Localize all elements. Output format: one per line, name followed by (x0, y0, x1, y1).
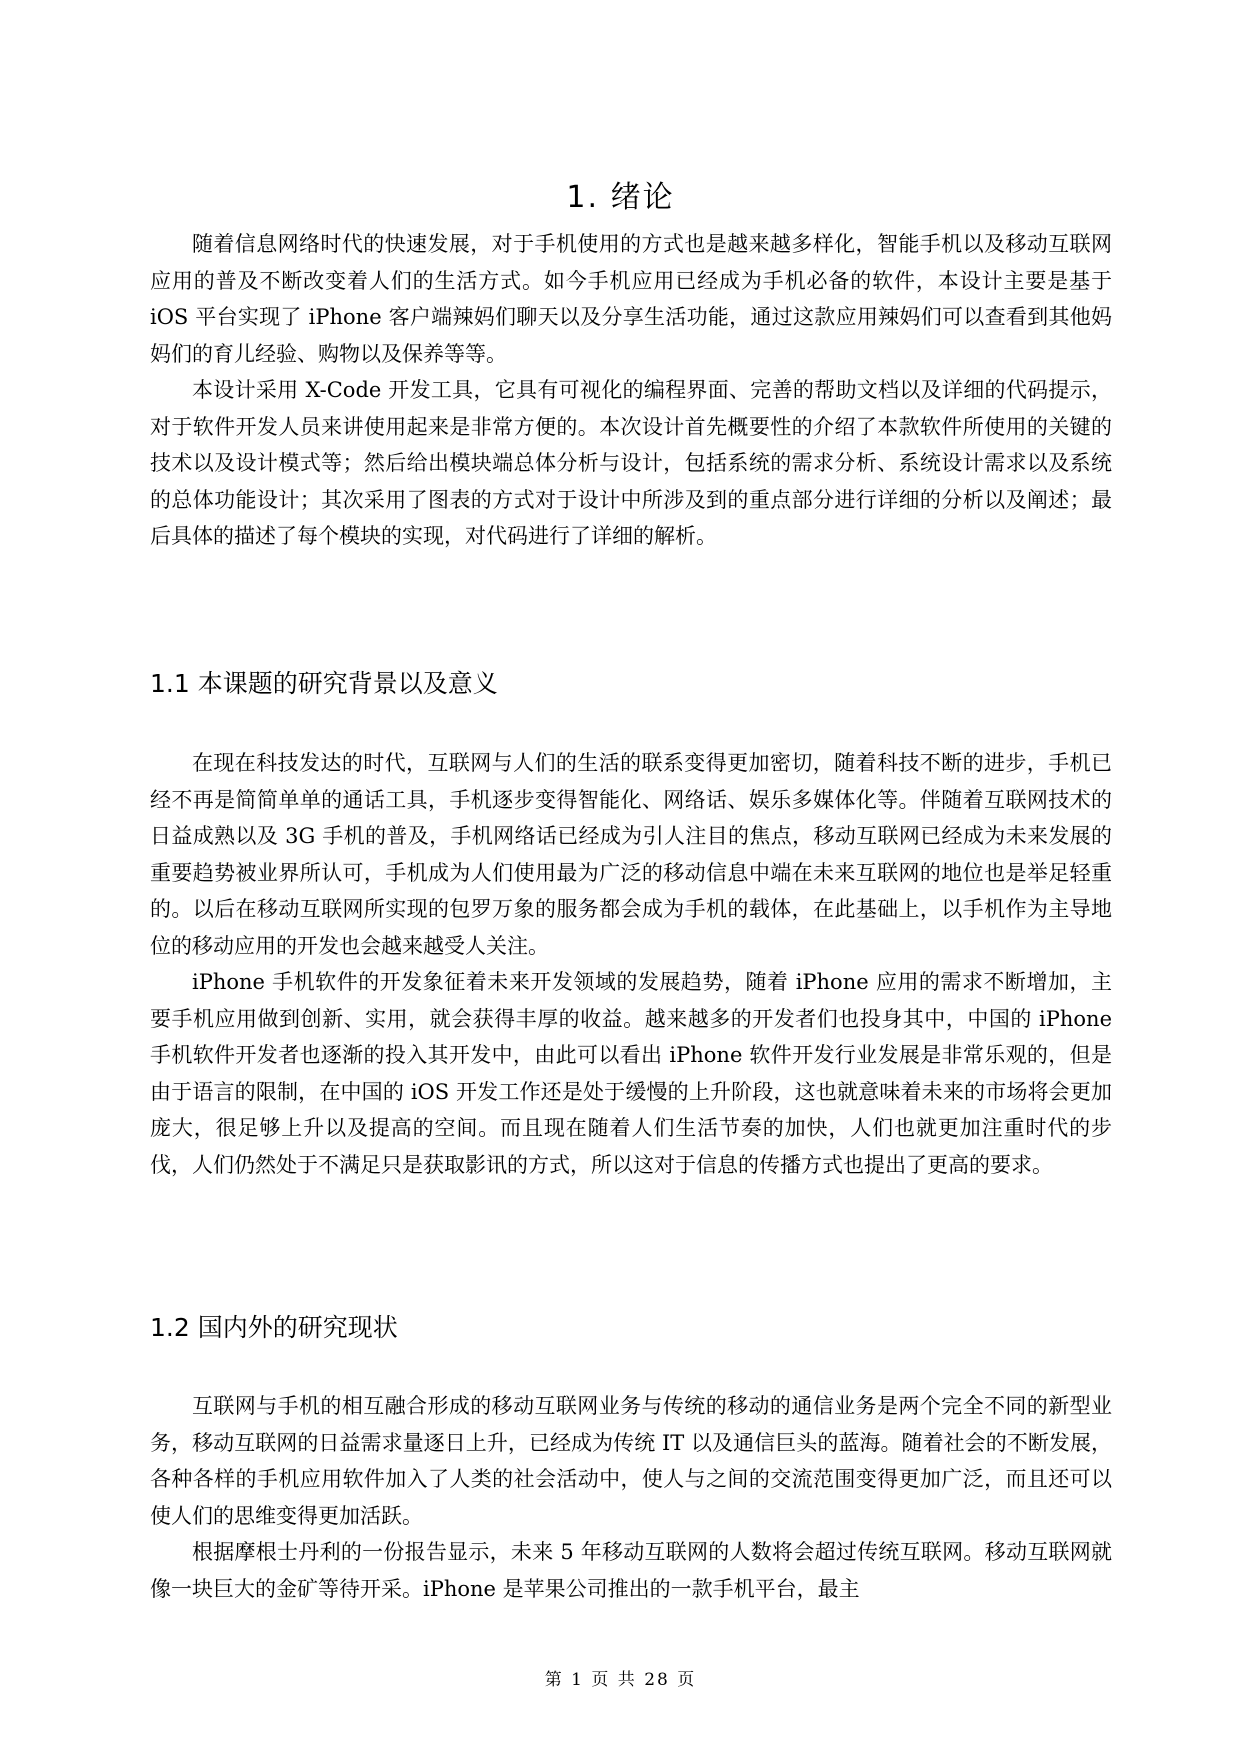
intro-section (150, 226, 1112, 555)
body-paragraph: 互联网与手机的相互融合形成的移动互联网业务与传统的移动的通信业务是两个完全不同的新型业务，移动互联网的日益需求量逐日上升，已经成为传统 IT 以及通信巨头的蓝海。随着社会的不断发展，各种各样的手机应用软件加入了人类的社会活动中，使人与之间的交流范围变得更加广泛，而且还可以使人们的思维变得更加活跃。 (150, 1394, 1112, 1528)
page-footer: 第 1 页 共 28 页 (544, 1670, 697, 1690)
section-1-2-body (150, 1388, 1112, 1607)
section-heading-1-2: 1.2 国内外的研究现状 (150, 1313, 398, 1342)
body-paragraph: 根据摩根士丹利的一份报告显示，未来 5 年移动互联网的人数将会超过传统互联网。移动互联网就像一块巨大的金矿等待开采。iPhone 是苹果公司推出的一款手机平台，最主 (150, 1540, 1112, 1601)
intro-paragraph: 本设计采用 X-Code 开发工具，它具有可视化的编程界面、完善的帮助文档以及详细的代码提示，对于软件开发人员来讲使用起来是非常方便的。本次设计首先概要性的介绍了本款软件所使用的关键的技术以及设计模式等；然后给出模块端总体分析与设计，包括系统的需求分析、系统设计需求以及系统的总体功能设计；其次采用了图表的方式对于设计中所涉及到的重点部分进行详细的分析以及阐述；最后具体的描述了每个模块的实现，对代码进行了详细的解析。 (150, 378, 1112, 548)
body-paragraph: iPhone 手机软件的开发象征着未来开发领域的发展趋势，随着 iPhone 应用的需求不断增加，主要手机应用做到创新、实用，就会获得丰厚的收益。越来越多的开发者们也投身其中，中国的 iPhone 手机软件开发者也逐渐的投入其开发中，由此可以看出 iPhone 软件开发行业发展是非常乐观的，但是由于语言的限制，在中国的 iOS 开发工作还是处于缓慢的上升阶段，这也就意味着未来的市场将会更加庞大，很足够上升以及提高的空间。而且现在随着人们生活节奏的加快，人们也就更加注重时代的步伐，人们仍然处于不满足只是获取影讯的方式，所以这对于信息的传播方式也提出了更高的要求。 (150, 970, 1112, 1177)
intro-paragraph: 随着信息网络时代的快速发展，对于手机使用的方式也是越来越多样化，智能手机以及移动互联网应用的普及不断改变着人们的生活方式。如今手机应用已经成为手机必备的软件，本设计主要是基于 iOS 平台实现了 iPhone 客户端辣妈们聊天以及分享生活功能，通过这款应用辣妈们可以查看到其他妈妈们的育儿经验、购物以及保养等等。 (150, 232, 1112, 366)
section-1-1-body (150, 745, 1112, 1183)
body-paragraph: 在现在科技发达的时代，互联网与人们的生活的联系变得更加密切，随着科技不断的进步，手机已经不再是简简单单的通话工具，手机逐步变得智能化、网络话、娱乐多媒体化等。伴随着互联网技术的日益成熟以及 3G 手机的普及，手机网络话已经成为引人注目的焦点，移动互联网已经成为未来发展的重要趋势被业界所认可，手机成为人们使用最为广泛的移动信息中端在未来互联网的地位也是举足轻重的。以后在移动互联网所实现的包罗万象的服务都会成为手机的载体，在此基础上，以手机作为主导地位的移动应用的开发也会越来越受人关注。 (150, 751, 1112, 958)
section-heading-1-1: 1.1 本课题的研究背景以及意义 (150, 669, 498, 698)
chapter-title: 1. 绪论 (566, 180, 675, 215)
